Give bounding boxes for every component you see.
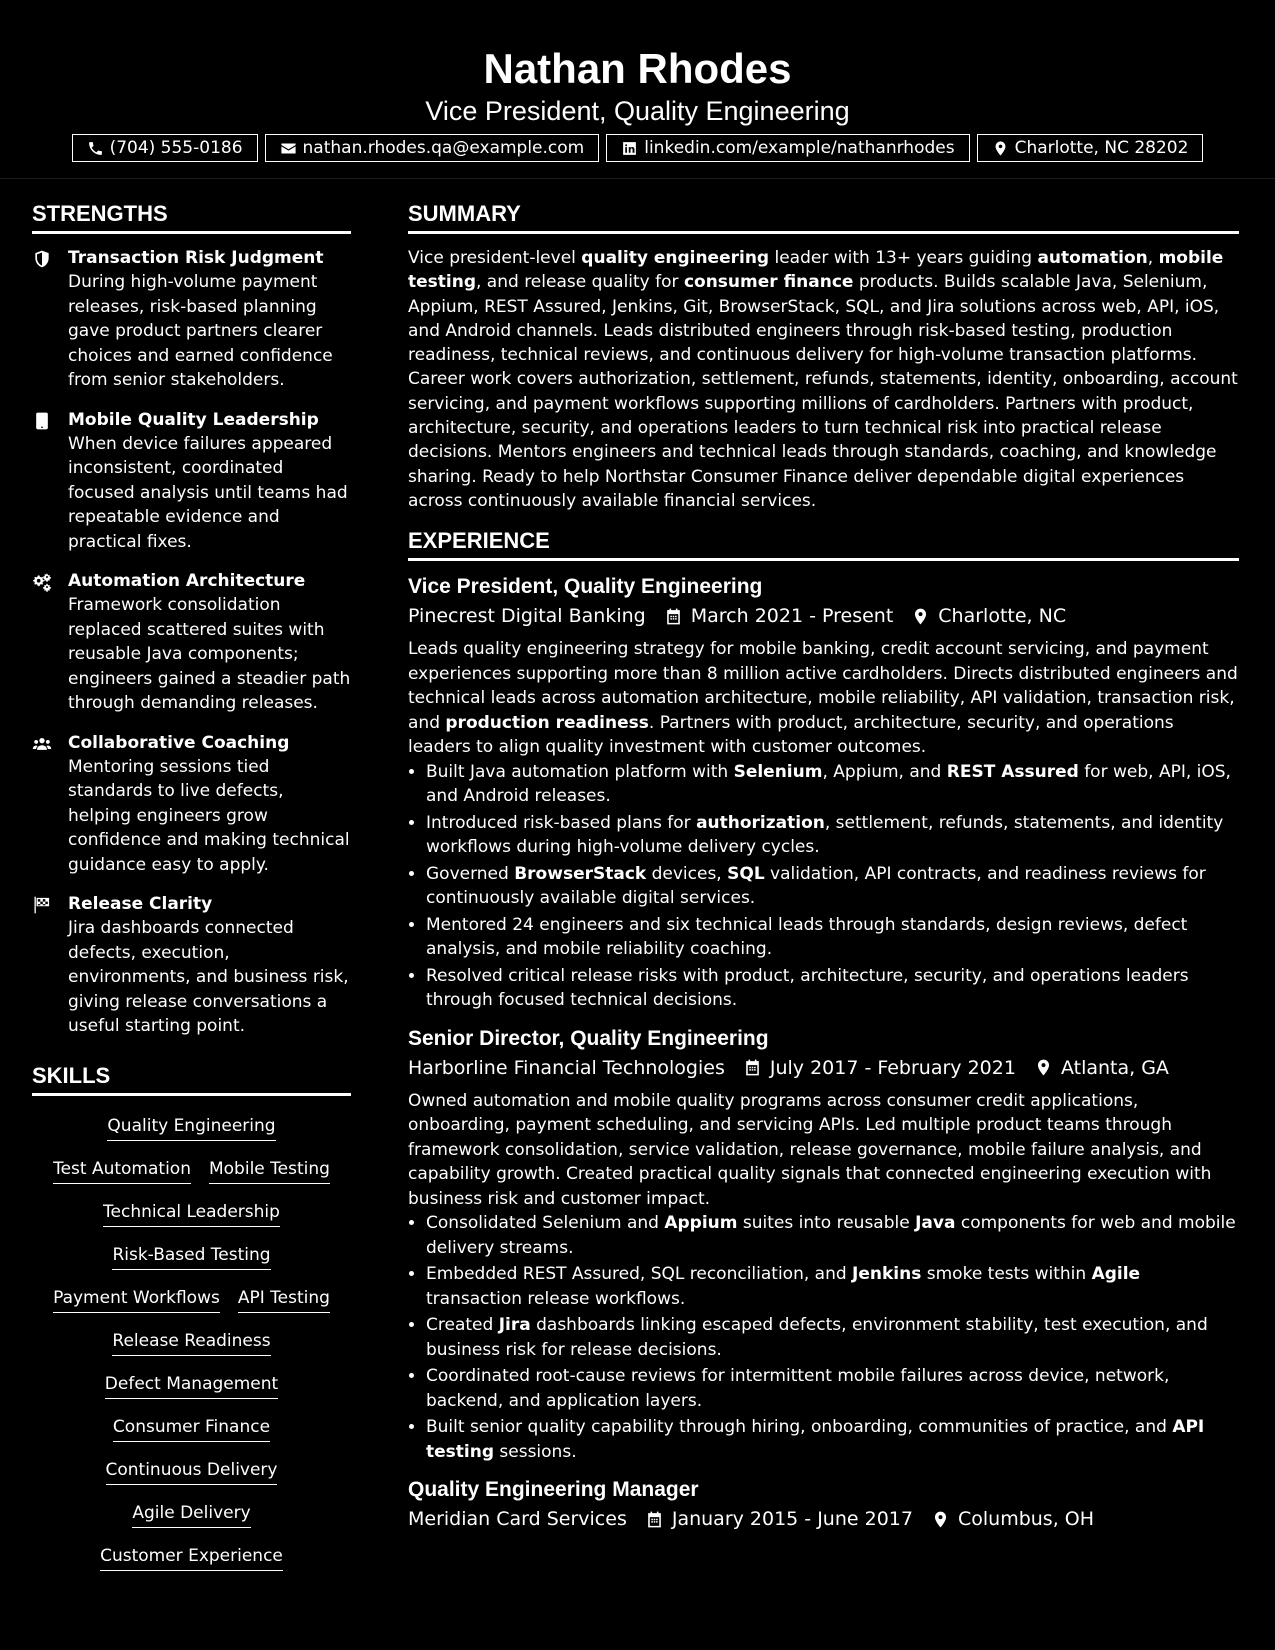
job-company — [408, 1053, 725, 1083]
strength-desc: During high-volume payment releases, risk-based planning gave product partners clearer choices and earned confidence from senior stakeholders. — [68, 272, 333, 390]
strength-name: Transaction Risk Judgment — [68, 248, 324, 268]
list-item: • Consolidated Selenium and Appium suites into reusable Java components for web and mobile delivery streams. — [426, 1211, 1239, 1260]
job-location — [931, 1504, 1094, 1534]
strength-item — [32, 246, 351, 393]
summary-text: Vice president-level quality engineering leader with 13+ years guiding automation, mobile testing, and release quality for consumer finance products. Builds scalable Java, Selenium, Appium, REST Assured, Jenkins, Git, BrowserStack, SQL, and Jira solutions across web, API, iOS, and Android channels. Leads distributed engineers through risk-based testing, production readiness, technical reviews, and continuous delivery for high-volume transaction platforms. Career work covers authorization, settlement, refunds, statements, identity, onboarding, account servicing, and payment workflows supporting millions of cardholders. Partners with product, architecture, security, and operations leaders to turn technical risk into practical release decisions. Mentors engineers and technical leads through standards, coaching, and knowledge sharing. Ready to help Northstar Consumer Finance deliver dependable digital experiences across continuously available financial services. — [408, 248, 1238, 511]
linkedin-icon — [621, 140, 638, 157]
calendar-icon — [664, 607, 683, 626]
job-location-text: Charlotte, NC — [938, 605, 1067, 628]
job-meta — [408, 601, 1239, 631]
job-title: Vice President, Quality Engineering — [408, 575, 763, 599]
skill-tag: Agile Delivery — [132, 1501, 250, 1528]
job-location-text: Atlanta, GA — [1060, 1056, 1169, 1079]
job-company — [408, 1504, 627, 1534]
strength-item — [32, 892, 351, 1039]
job-dates — [645, 1504, 913, 1534]
job-entry — [408, 1025, 1239, 1465]
skill-tag: Release Readiness — [112, 1329, 270, 1356]
list-item: • Built senior quality capability through hiring, onboarding, communities of practice, and API testing sessions. — [426, 1415, 1239, 1464]
list-item: • Embedded REST Assured, SQL reconciliation, and Jenkins smoke tests within Agile transaction release workflows. — [426, 1262, 1239, 1311]
skill-tag: Customer Experience — [100, 1544, 283, 1571]
job-company-text: Meridian Card Services — [408, 1508, 627, 1531]
contact-linkedin-text: linkedin.com/example/nathanrhodes — [644, 138, 955, 158]
map-pin-icon — [992, 140, 1009, 157]
list-item: • Coordinated root-cause reviews for intermittent mobile failures across device, network, backend, and application layers. — [426, 1364, 1239, 1413]
list-item: • Built Java automation platform with Selenium, Appium, and REST Assured for web, API, iOS, and Android releases. — [426, 760, 1239, 809]
job-bullets — [408, 1211, 1239, 1464]
right-column — [408, 199, 1239, 1540]
contact-location-text: Charlotte, NC 28202 — [1014, 138, 1189, 158]
contact-linkedin[interactable] — [606, 134, 969, 162]
job-dates — [664, 601, 894, 631]
skill-tag: Consumer Finance — [113, 1415, 270, 1442]
job-company — [408, 601, 646, 631]
experience-heading: EXPERIENCE — [408, 526, 1239, 561]
job-title: Quality Engineering Manager — [408, 1478, 699, 1502]
skill-tag: Test Automation — [53, 1157, 191, 1184]
phone-icon — [87, 140, 104, 157]
strength-name: Automation Architecture — [68, 571, 306, 591]
summary-heading: SUMMARY — [408, 199, 1239, 234]
strength-item — [32, 731, 351, 878]
experience-list — [408, 573, 1239, 1534]
envelope-icon — [280, 140, 297, 157]
map-pin-icon — [911, 607, 930, 626]
job-entry — [408, 573, 1239, 1013]
list-item: • Governed BrowserStack devices, SQL validation, API contracts, and readiness reviews for continuously available digital services. — [426, 862, 1239, 911]
job-title: Senior Director, Quality Engineering — [408, 1026, 769, 1050]
shield-icon — [32, 249, 52, 269]
strength-desc: Mentoring sessions tied standards to live defects, helping engineers grow confidence and making technical guidance easy to apply. — [68, 756, 350, 875]
job-meta — [408, 1504, 1239, 1534]
job-location-text: Columbus, OH — [957, 1508, 1095, 1531]
skills-heading: SKILLS — [32, 1061, 351, 1096]
job-description: Owned automation and mobile quality programs across consumer credit applications, onboarding, payment scheduling, and servicing APIs. Led multiple product teams through framework consolidation, service validation, release governance, mobile failure analysis, and capability growth. Created practical quality signals that connected engineering execution with business risk and customer impact. — [408, 1090, 1212, 1209]
candidate-name: Nathan Rhodes — [483, 45, 792, 92]
strengths-heading: STRENGTHS — [32, 199, 351, 234]
job-entry — [408, 1476, 1239, 1534]
contact-bar — [0, 134, 1275, 162]
strength-item — [32, 408, 351, 555]
skill-tag: Defect Management — [105, 1372, 278, 1399]
contact-location — [977, 134, 1204, 162]
job-meta — [408, 1053, 1239, 1083]
strength-desc: When device failures appeared inconsistent, coordinated focused analysis until teams had repeatable evidence and practical fixes. — [68, 433, 348, 552]
list-item: • Mentored 24 engineers and six technical leads through standards, design reviews, defect analysis, and mobile reliability coaching. — [426, 913, 1239, 962]
job-company-text: Harborline Financial Technologies — [408, 1056, 725, 1079]
list-item: • Created Jira dashboards linking escaped defects, environment stability, test execution, and business risk for release decisions. — [426, 1313, 1239, 1362]
list-item: • Introduced risk-based plans for authorization, settlement, refunds, statements, and identity workflows during high-volume delivery cycles. — [426, 811, 1239, 860]
strength-name: Release Clarity — [68, 894, 213, 914]
flag-checkered-icon — [32, 895, 52, 915]
job-dates-text: March 2021 - Present — [690, 605, 894, 628]
left-column — [32, 199, 351, 1571]
list-item: • Resolved critical release risks with product, architecture, security, and operations leaders through focused technical decisions. — [426, 964, 1239, 1013]
map-pin-icon — [1034, 1058, 1053, 1077]
skill-tag: Technical Leadership — [103, 1200, 280, 1227]
contact-phone — [72, 134, 258, 162]
users-icon — [32, 734, 52, 754]
calendar-icon — [743, 1058, 762, 1077]
job-dates-text: January 2015 - June 2017 — [671, 1508, 913, 1531]
strength-name: Collaborative Coaching — [68, 732, 290, 753]
mobile-icon — [32, 411, 52, 431]
skills-list — [32, 1108, 351, 1571]
contact-email-text: nathan.rhodes.qa@example.com — [302, 138, 585, 158]
job-dates — [743, 1053, 1016, 1083]
calendar-icon — [645, 1510, 664, 1529]
job-dates-text: July 2017 - February 2021 — [769, 1056, 1016, 1079]
skill-tag: Mobile Testing — [209, 1157, 330, 1184]
contact-phone-text: (704) 555-0186 — [109, 138, 243, 158]
job-description: Leads quality engineering strategy for mobile banking, credit account servicing, and payment experiences supporting more than 8 million active cardholders. Directs distributed engineers and technical leads across automation architecture, mobile reliability, API validation, transaction risk, and production readiness. Partners with product, architecture, security, and operations leaders to align quality investment with customer outcomes. — [408, 639, 1238, 758]
job-company-text: Pinecrest Digital Banking — [408, 605, 646, 628]
job-location — [1034, 1053, 1169, 1083]
candidate-title: Vice President, Quality Engineering — [425, 96, 850, 126]
job-bullets — [408, 760, 1239, 1013]
strength-name: Mobile Quality Leadership — [68, 409, 319, 430]
resume-header — [0, 0, 1275, 179]
skill-tag: API Testing — [238, 1286, 330, 1313]
skill-tag: Payment Workflows — [53, 1286, 220, 1313]
contact-email[interactable] — [265, 134, 600, 162]
strength-desc: Framework consolidation replaced scattered suites with reusable Java components; engineers gained a steadier path through demanding releases. — [68, 595, 351, 713]
gears-icon — [32, 572, 52, 592]
strength-desc: Jira dashboards connected defects, execution, environments, and business risk, giving release conversations a useful starting point. — [68, 918, 349, 1036]
skill-tag: Risk-Based Testing — [112, 1243, 270, 1270]
skill-tag: Quality Engineering — [107, 1114, 275, 1141]
map-pin-icon — [931, 1510, 950, 1529]
strength-item — [32, 569, 351, 716]
job-location — [911, 601, 1066, 631]
skill-tag: Continuous Delivery — [106, 1458, 278, 1485]
